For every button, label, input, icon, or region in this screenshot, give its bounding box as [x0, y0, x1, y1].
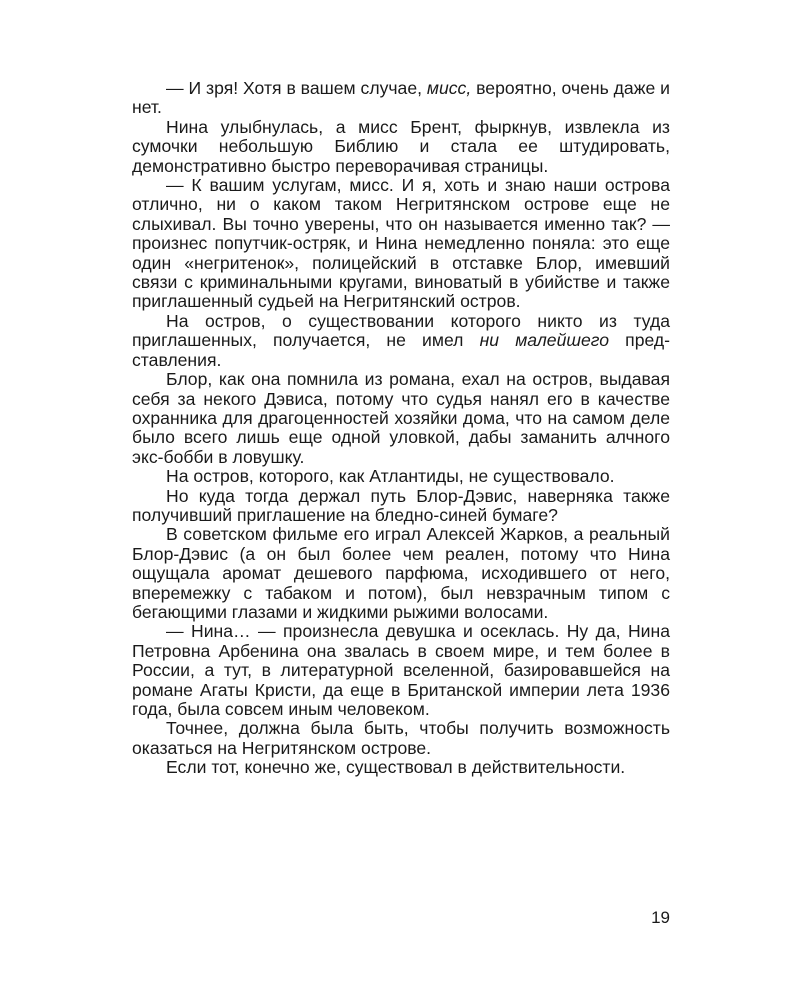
text-span: представления. — [132, 330, 670, 370]
paragraph — [132, 758, 670, 777]
paragraph — [132, 719, 670, 758]
paragraph — [132, 487, 670, 526]
italic-text: ни малейшего — [479, 330, 610, 351]
paragraph — [132, 176, 670, 312]
body-text — [132, 79, 670, 778]
text-span: — Нина… — произнесла девушка и осеклась. Ну да, Нина Петровна Арбенина она звалась в своем мире, и тем более в России, а тут, в литературной вселенной, базировавшейся на романе Агаты Кристи, да еще в Британской империи лета 1936 года, была совсем иным человеком. — [132, 621, 670, 719]
italic-text: мисс, — [426, 78, 472, 98]
paragraph — [132, 312, 670, 370]
text-span: Нина улыбнулась, а мисс Брент, фыркнув, извлекла из сумочки небольшую Библию и стала ее штудировать, демонстративно быстро переворачивая страницы. — [132, 116, 670, 176]
text-span: — И зря! Хотя в вашем случае, — [166, 78, 427, 98]
text-span: Блор, как она помнила из романа, ехал на остров, выдавая себя за некого Дэвиса, потому что судья нанял его в качестве охранника для драгоценностей хозяйки дома, что на самом деле было всего лишь еще одной уловкой, дабы заманить алчного экс-бобби в ловушку. — [132, 369, 670, 467]
page-number: 19 — [651, 908, 670, 927]
paragraph — [132, 467, 670, 486]
text-span: Точнее, должна была быть, чтобы получить возможность оказаться на Негритянском острове. — [132, 718, 670, 758]
text-span: Если тот, конечно же, существовал в действительности. — [166, 757, 626, 778]
text-span: На остров, которого, как Атлантиды, не существовало. — [166, 466, 615, 487]
text-span: На остров, о существовании которого никто из туда приглашенных, получается, не имел — [132, 310, 670, 351]
text-span: вероятно, очень даже и нет. — [132, 78, 670, 118]
paragraph — [132, 118, 670, 176]
text-span: — К вашим услугам, мисс. И я, хоть и знаю наши острова отлично, ни о каком таком Негритянском острове еще не слыхивал. Вы точно уверены, что он называется именно так? — произнес попутчик-остряк, и Нина немедленно поняла: это еще один «негритенок», полицейский в отставке Блор, имевший связи с криминальными кругами, виноватый в убийстве и также приглашенный судьей на Негритянский остров. — [132, 175, 670, 312]
text-span: В советском фильме его играл Алексей Жарков, а реальный Блор-Дэвис (а он был более чем реален, потому что Нина ощущала аромат дешевого парфюма, исходившего от него, вперемежку с табаком и потом), был невзрачным типом с бегающими глазами и жидкими рыжими волосами. — [132, 524, 670, 622]
paragraph — [132, 79, 670, 118]
paragraph — [132, 370, 670, 467]
paragraph — [132, 525, 670, 622]
paragraph — [132, 622, 670, 719]
text-span: Но куда тогда держал путь Блор-Дэвис, наверняка также получивший приглашение на бледно-синей бумаге? — [132, 485, 670, 525]
